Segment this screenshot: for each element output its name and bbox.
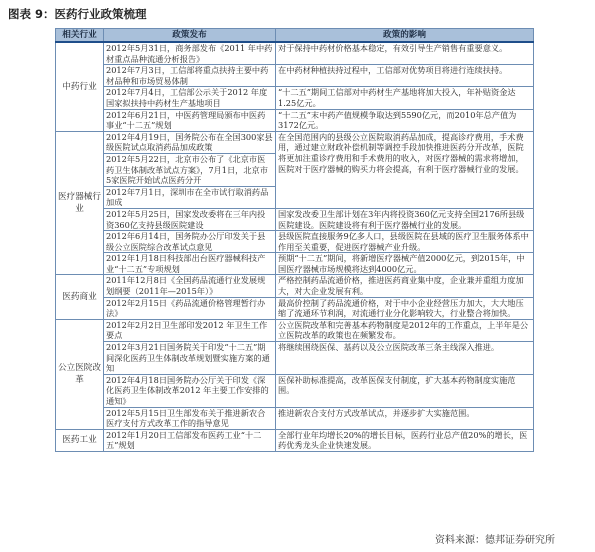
policy-cell: 2012年5月15日卫生部发布关于推进新农合医疗支付方式改革工作的指导意见 [104,407,276,429]
policy-cell: 2012年1月20日工信部发布医药工业“十二五”规划 [104,429,276,451]
source-note: 资料来源：德邦证券研究所 [435,535,555,546]
table-row [56,231,534,253]
policy-cell: 2012年5月22日，北京市公布了《北京市医药卫生体制改革试点方案》，7月1日，北京市5家医院开始试点医药分开 [104,153,276,186]
policy-cell: 2012年7月3日，工信部将重点扶持主要中药材品种和市场贸易体制 [104,65,276,87]
header-industry: 相关行业 [56,29,104,43]
category-cell: 中药行业 [56,42,104,131]
table-row [56,65,534,87]
header-impact: 政策的影响 [276,29,534,43]
policy-cell: 2012年6月21日，中医药管理局颁布中医药事业“十二五”规划 [104,109,276,131]
impact-cell: 全部行业年均增长20%的增长目标，医药行业总产值20%的增长，医药优秀龙头企业快速发展。 [276,429,534,451]
figure-title: 图表 9：医药行业政策梳理 [8,7,147,21]
impact-cell: 推进新农合支付方式改革试点，并逐步扩大实施范围。 [276,407,534,429]
category-cell: 医药商业 [56,275,104,319]
table-row [56,429,534,451]
policy-cell: 2012年2月2日卫生部印发2012 年卫生工作要点 [104,319,276,341]
table-row [56,109,534,131]
header-policy: 政策发布 [104,29,276,43]
table-header-row [56,29,534,43]
impact-cell: “十二五”期间工信部对中药材生产基地将加大投入，年补贴资金达1.25亿元。 [276,87,534,109]
category-cell: 公立医院改革 [56,319,104,429]
policy-cell: 2012年6月14日，国务院办公厅印发关于县级公立医院综合改革试点意见 [104,231,276,253]
impact-cell: 公立医院改革和完善基本药物制度是2012年的工作重点，上半年是公立医院改革的政策也在频繁发布。 [276,319,534,341]
impact-cell: 对于保持中药材价格基本稳定，有效引导生产销售有重要意义。 [276,42,534,65]
impact-cell: 国家发改委卫生部计划在3年内将投资360亿元支持全国2176所县级医院建设。医院建设将有利于医疗器械行业的发展。 [276,208,534,230]
table-row [56,253,534,275]
table-row [56,208,534,230]
table-row [56,342,534,375]
impact-cell: 县级医院直接服务9亿多人口，县级医院在县域的医疗卫生服务体系中作用至关重要，促进医疗器械产业升级。 [276,231,534,253]
policy-cell: 2012年2月15日《药品流通价格管理暂行办法》 [104,297,276,319]
policy-cell: 2012年5月25日，国家发改委将在三年内投资360亿支持县级医院建设 [104,208,276,230]
table-row [56,407,534,429]
policy-cell: 2012年7月1日，深圳市在全市试行取消药品加成 [104,186,276,208]
impact-cell: 在中药材种植扶持过程中，工信部对优势项目将进行连续扶持。 [276,65,534,87]
policy-cell: 2012年3月21日国务院关于印发“十二五”期间深化医药卫生体制改革规划暨实施方案的通知 [104,342,276,375]
category-cell: 医药工业 [56,429,104,451]
category-cell: 医疗器械行业 [56,131,104,275]
policy-cell: 2011年12月8日《全国药品流通行业发展规划纲要（2011年—2015年）》 [104,275,276,297]
impact-cell: 在全国范围内的县级公立医院取消药品加成，提高诊疗费用，手术费用，通过建立财政补偿机制等调控手段加快推进医药分开改革，医院将更加注重诊疗费用和手术费用的收入，对医疗器械的需求将增加，医院对于医疗器械的购买力将会提高，有利于医疗器械行业的发展。 [276,131,534,208]
impact-cell: 医保补助标准提高，改革医保支付制度，扩大基本药物制度实施范围。 [276,374,534,407]
table-row [56,297,534,319]
impact-cell: 预期“十二五”期间，将新增医疗器械产值2000亿元，到2015年，中国医疗器械市场规模将达到4000亿元。 [276,253,534,275]
impact-cell: “十二五”末中药产值规模争取达到5590亿元，而2010年总产值为3172亿元。 [276,109,534,131]
table-row [56,131,534,153]
table-row [56,42,534,65]
impact-cell: 将继续围绕医保、基药以及公立医院改革三条主线深入推进。 [276,342,534,375]
table-row [56,374,534,407]
impact-cell: 最高价控制了药品流通价格，对于中小企业经营压力加大，大大地压缩了流通环节利润，对流通行业分化影响较大，行业整合将加快。 [276,297,534,319]
table-row [56,87,534,109]
policy-table [55,28,534,452]
policy-cell: 2012年4月19日，国务院公布在全国300家县级医院试点取消药品加成政策 [104,131,276,153]
policy-cell: 2012年1月18日科技部出台医疗器械科技产业“十二五”专项规划 [104,253,276,275]
policy-cell: 2012年7月4日，工信部公示关于2012 年度国家拟扶持中药材生产基地项目 [104,87,276,109]
policy-cell: 2012年5月31日，商务部发布《2011 年中药材重点品种流通分析报告》 [104,42,276,65]
table-row [56,275,534,297]
policy-cell: 2012年4月18日国务院办公厅关于印发《深化医药卫生体制改革2012 年主要工作安排的通知》 [104,374,276,407]
impact-cell: 严格控制药品流通价格，推进医药商业集中度，企业兼并重组力度加大，对大企业发展有利。 [276,275,534,297]
table-row [56,319,534,341]
